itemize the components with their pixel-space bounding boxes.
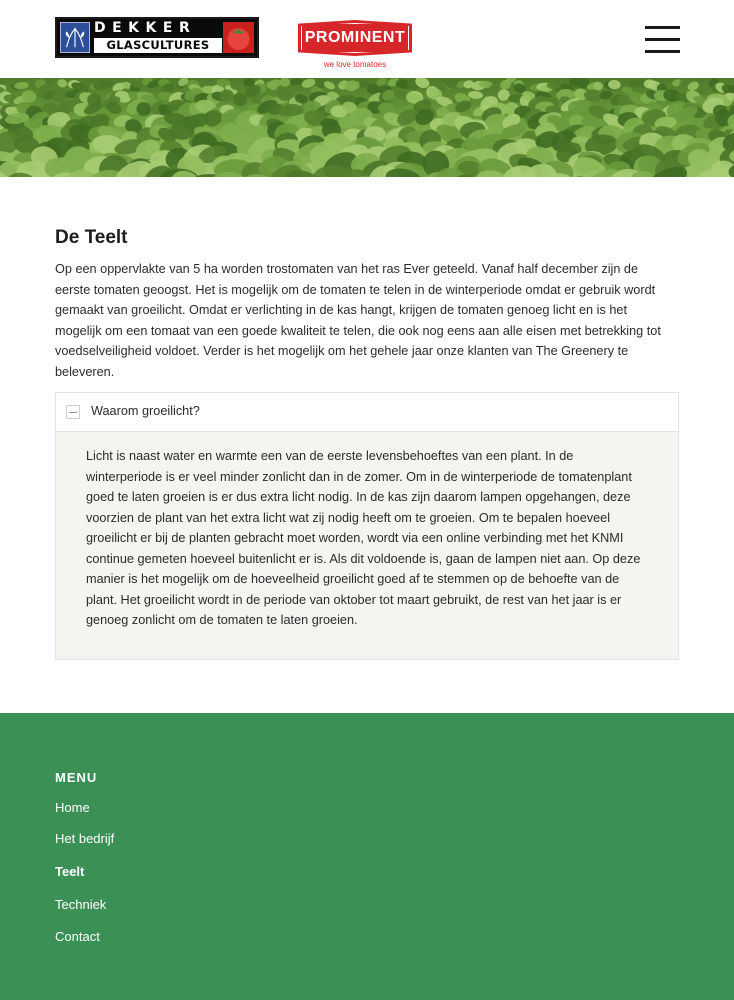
footer-menu-title: MENU xyxy=(55,770,98,785)
accordion-label[interactable]: Waarom groeilicht? xyxy=(91,404,200,418)
footer-link-home[interactable]: Home xyxy=(55,800,90,815)
footer-link-het-bedrijf[interactable]: Het bedrijf xyxy=(55,831,115,846)
dekker-logo-word: DEKKER xyxy=(94,20,197,36)
accordion-header[interactable] xyxy=(56,393,678,432)
glascultures-logo-word: GLASCULTURES xyxy=(94,38,222,53)
collapse-toggle-icon[interactable] xyxy=(66,405,80,419)
intro-paragraph: Op een oppervlakte van 5 ha worden trostomaten van het ras Ever geteeld. Vanaf half december zijn de eerste tomaten geoogst. Het is mogelijk om de tomaten te telen in de winterperiode omdat er gebruik wordt gemaakt van groeilicht. Omdat er verlichting in de kas hangt, krijgen de tomaten genoeg licht en is het mogelijk om een tomaat van een goede kwaliteit te telen, die ook nog eens aan alle eisen met betrekking tot voedselveiligheid voldoet. Verder is het mogelijk om het gehele jaar onze klanten van The Greenery te beleveren. xyxy=(55,262,661,379)
site-header xyxy=(0,0,734,78)
accordion-waarom-groeilicht xyxy=(55,392,679,660)
accordion-text: Licht is naast water en warmte een van de eerste levensbehoeftes van een plant. In de winterperiode is er veel minder zonlicht dan in de zomer. Om in de winterperiode de tomatenplant goed te laten groeien is er dus extra licht nodig. In de kas zijn daarom lampen opgehangen, deze voorzien de plant van het extra licht wat zij nodig heeft om te groeien. Om te bepalen hoeveel groeilicht er bij de planten gebracht moet worden, wordt via een online verbinding met het KNMI continue gemeten hoeveel buitenlicht er is. Als dit voldoende is, gaan de lampen niet aan. Op deze manier is het mogelijk om de hoeveelheid groeilicht goed af te stemmen op de behoefte van de plant. Het groeilicht wordt in de periode van oktober tot maart gebruikt, de rest van het jaar is er genoeg zonlicht om de tomaten te laten groeien. xyxy=(86,449,641,627)
tomato-icon xyxy=(223,22,254,53)
page-title: De Teelt xyxy=(55,227,128,248)
accordion-body xyxy=(56,432,678,659)
prominent-tagline: we love tomatoes xyxy=(323,60,387,69)
dekker-glascultures-logo[interactable] xyxy=(55,17,259,58)
hero-banner-image xyxy=(0,78,734,177)
footer-link-techniek[interactable]: Techniek xyxy=(55,897,107,912)
hamburger-menu-icon[interactable] xyxy=(645,26,680,53)
site-footer xyxy=(0,713,734,1000)
footer-link-contact[interactable]: Contact xyxy=(55,929,100,944)
plant-emblem-icon xyxy=(60,22,90,53)
prominent-logo[interactable] xyxy=(298,20,412,70)
footer-link-teelt[interactable]: Teelt xyxy=(55,864,85,879)
prominent-logo-text: PROMINENT xyxy=(304,29,406,46)
